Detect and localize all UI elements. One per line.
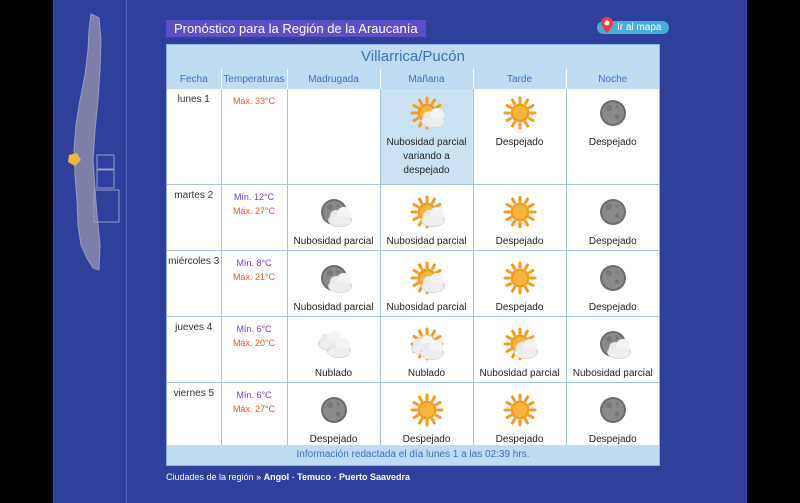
condition-text: Nubosidad parcial	[572, 367, 653, 379]
condition-text: Despejado	[402, 433, 451, 445]
condition-text: Nublado	[407, 367, 446, 379]
column-header-afternoon: Tarde	[473, 69, 566, 89]
moon-icon	[314, 390, 354, 430]
forecast-cell-afternoon	[473, 316, 566, 382]
table-row	[167, 89, 659, 184]
map-pin-icon	[601, 17, 613, 33]
sun-icon	[407, 390, 447, 430]
day-label: martes 2	[167, 184, 221, 250]
min-temp: Mín. 12°C	[233, 191, 275, 202]
condition-text: Despejado	[588, 301, 637, 313]
partly-cloudy-sun-icon	[407, 93, 447, 133]
forecast-cell-morning	[380, 250, 473, 316]
max-temp: Máx. 27°C	[232, 205, 276, 216]
city-link-puerto-saavedra[interactable]: Puerto Saavedra	[339, 472, 411, 482]
map-link-label[interactable]: Ir al mapa	[617, 22, 662, 33]
column-header-early-morning: Madrugada	[287, 69, 380, 89]
forecast-cell-early-morning	[287, 316, 380, 382]
forecast-cell-early-morning	[287, 250, 380, 316]
condition-text: Despejado	[495, 301, 544, 313]
temperature-cell	[221, 316, 287, 382]
forecast-cell-morning	[380, 382, 473, 448]
table-row	[167, 250, 659, 316]
condition-text: Despejado	[495, 235, 544, 247]
column-header-morning: Mañana	[380, 69, 473, 89]
partly-cloudy-moon-icon	[314, 192, 354, 232]
partly-cloudy-sun-icon	[500, 324, 540, 364]
page-title: Pronóstico para la Región de la Araucanía	[166, 20, 426, 37]
forecast-cell-morning	[380, 316, 473, 382]
cloudy-icon	[314, 324, 354, 364]
forecast-table	[167, 69, 659, 449]
forecast-cell-night	[566, 316, 659, 382]
min-temp: Mín. 8°C	[236, 257, 272, 268]
temperature-cell	[221, 184, 287, 250]
condition-text: Despejado	[588, 433, 637, 445]
max-temp: Máx. 33°C	[232, 96, 276, 106]
min-temp: Mín. 6°C	[236, 389, 272, 400]
sun-icon	[500, 93, 540, 133]
table-row	[167, 184, 659, 250]
max-temp: Máx. 21°C	[232, 271, 276, 282]
condition-text: Nubosidad parcial	[386, 235, 467, 247]
chile-map-panel	[53, 0, 127, 503]
partly-cloudy-sun-icon	[407, 192, 447, 232]
day-label: miércoles 3	[167, 250, 221, 316]
page-background	[53, 0, 747, 503]
forecast-cell-morning	[380, 184, 473, 250]
day-label: viernes 5	[167, 382, 221, 448]
forecast-footer: Información redactada el día lunes 1 a las 02:39 hrs.	[167, 445, 659, 465]
forecast-cell-early-morning	[287, 382, 380, 448]
partly-cloudy-moon-icon	[314, 258, 354, 298]
forecast-panel	[166, 44, 660, 466]
forecast-cell-early-morning	[287, 184, 380, 250]
cloudy-sun-icon	[407, 324, 447, 364]
forecast-cell-afternoon	[473, 382, 566, 448]
min-temp: Mín. 6°C	[236, 323, 272, 334]
moon-icon	[593, 258, 633, 298]
cities-nav-label: Ciudades de la región	[166, 472, 254, 482]
forecast-cell-night	[566, 89, 659, 184]
moon-icon	[593, 93, 633, 133]
partly-cloudy-moon-icon	[593, 324, 633, 364]
column-header-date: Fecha	[167, 69, 221, 89]
sun-icon	[500, 390, 540, 430]
condition-text: Despejado	[309, 433, 358, 445]
table-row	[167, 316, 659, 382]
partly-cloudy-sun-icon	[407, 258, 447, 298]
forecast-cell-night	[566, 184, 659, 250]
city-name: Villarrica/Pucón	[167, 45, 659, 69]
max-temp: Máx. 20°C	[232, 337, 276, 348]
city-link-angol[interactable]: Angol	[263, 472, 290, 482]
condition-text: Nubosidad parcial	[293, 301, 374, 313]
table-row	[167, 382, 659, 448]
cities-nav: Ciudades de la región » Angol - Temuco - Puerto Saavedra	[166, 472, 411, 482]
forecast-cell-night	[566, 382, 659, 448]
condition-text: Despejado	[588, 235, 637, 247]
condition-text: Despejado	[495, 137, 544, 148]
condition-text: Nubosidad parcial	[479, 367, 560, 379]
condition-text: Nubosidad parcial	[293, 235, 374, 247]
condition-text: Nubosidad parcial	[386, 301, 467, 313]
condition-text: Despejado	[588, 137, 637, 148]
sun-icon	[500, 192, 540, 232]
condition-text: Nubosidad parcial variando a despejado	[386, 137, 467, 176]
temperature-cell	[221, 382, 287, 448]
forecast-cell-morning	[380, 89, 473, 184]
island-inset	[97, 155, 114, 169]
column-header-temperatures: Temperaturas	[221, 69, 287, 89]
forecast-cell-night	[566, 250, 659, 316]
map-link-button[interactable]	[597, 21, 669, 34]
temperature-cell	[221, 89, 287, 184]
temperature-cell	[221, 250, 287, 316]
forecast-cell-early-morning	[287, 89, 380, 184]
condition-text: Nublado	[314, 367, 353, 379]
column-header-night: Noche	[566, 69, 659, 89]
max-temp: Máx. 27°C	[232, 403, 276, 414]
condition-text: Despejado	[495, 433, 544, 445]
moon-icon	[593, 390, 633, 430]
day-label: lunes 1	[167, 89, 221, 184]
sun-icon	[500, 258, 540, 298]
chile-map-icon[interactable]	[53, 0, 126, 503]
forecast-cell-afternoon	[473, 89, 566, 184]
forecast-cell-afternoon	[473, 184, 566, 250]
day-label: jueves 4	[167, 316, 221, 382]
moon-icon	[593, 192, 633, 232]
city-link-temuco[interactable]: Temuco	[297, 472, 331, 482]
forecast-cell-afternoon	[473, 250, 566, 316]
